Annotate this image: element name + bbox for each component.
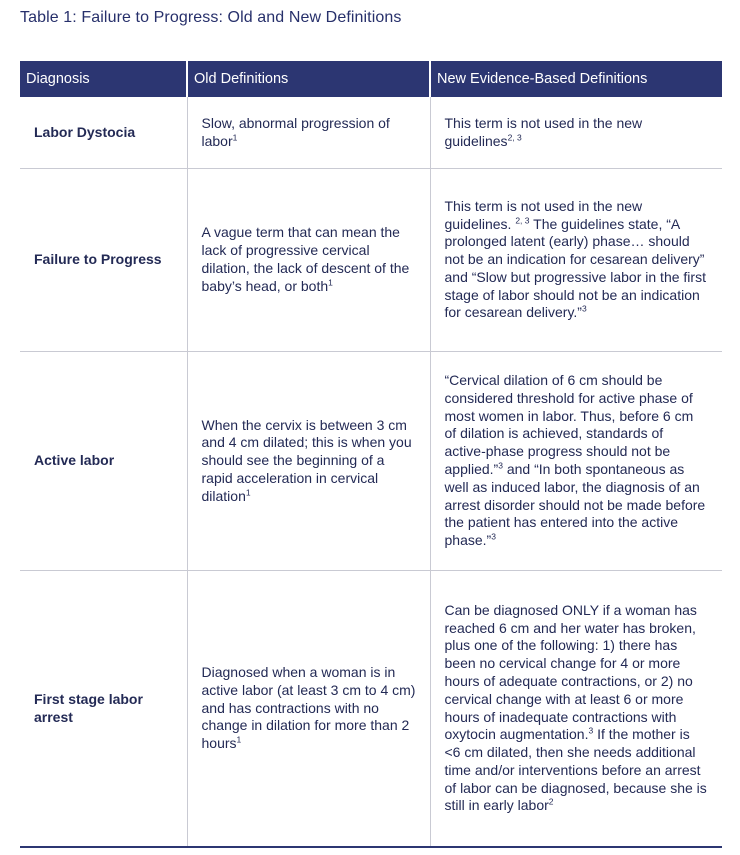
reference-superscript: 2, 3 bbox=[507, 131, 522, 142]
reference-superscript: 3 bbox=[491, 531, 496, 542]
reference-superscript: 2 bbox=[548, 796, 554, 807]
definition-text: When the cervix is between 3 cm and 4 cm dilated; this is when you should see the beginning of a rapid acceleration in cervical dilation bbox=[201, 416, 412, 504]
reference-superscript: 1 bbox=[328, 277, 333, 288]
reference-superscript: 3 bbox=[498, 460, 503, 471]
definition-text: If the mother is <6 cm dilated, then she needs additional time and/or interventions before an arrest of labor can be diagnosed, because she is still in early labor bbox=[444, 726, 707, 814]
reference-superscript: 3 bbox=[581, 303, 587, 314]
header-new-definitions: New Evidence-Based Definitions bbox=[430, 61, 722, 97]
table-header bbox=[20, 61, 722, 97]
old-definition-cell bbox=[187, 571, 430, 848]
new-definition-cell bbox=[430, 352, 722, 571]
old-definition-cell bbox=[187, 169, 430, 352]
diagnosis-cell: Failure to Progress bbox=[20, 169, 187, 352]
definition-text: “Cervical dilation of 6 cm should be considered threshold for active phase of most women in labor. Thus, before 6 cm of dilation is achieved, standards of active-phase progress should not be applied.” bbox=[444, 372, 694, 477]
old-definition-cell bbox=[187, 97, 430, 169]
definition-text: Diagnosed when a woman is in active labor (at least 3 cm to 4 cm) and has contractions with no change in dilation for more than 2 hours bbox=[201, 664, 416, 752]
table-row bbox=[20, 97, 722, 169]
header-old-definitions: Old Definitions bbox=[187, 61, 430, 97]
definition-text: This term is not used in the new guidelines bbox=[444, 114, 643, 149]
reference-superscript: 1 bbox=[232, 131, 238, 142]
new-definition-cell bbox=[430, 169, 722, 352]
diagnosis-cell: Labor Dystocia bbox=[20, 97, 187, 169]
new-definition-cell bbox=[430, 571, 722, 848]
reference-superscript: 1 bbox=[245, 487, 251, 498]
table-row bbox=[20, 169, 722, 352]
definition-text: Can be diagnosed ONLY if a woman has reached 6 cm and her water has broken, plus one of the following: 1) there has been no cervical change for 4 or more hours of adequate contractions, or 2) no cervical change with at least 6 or more hours of inadequate contractions with oxytocin augmentation. bbox=[444, 601, 697, 743]
table-caption: Table 1: Failure to Progress: Old and New Definitions bbox=[20, 9, 402, 26]
diagnosis-cell: First stage labor arrest bbox=[20, 571, 187, 848]
definition-text: and “In both spontaneous as well as induced labor, the diagnosis of an arrest disorder should not be made before the patient has entered into the active phase.” bbox=[444, 461, 706, 549]
definition-text: The guidelines state, “A prolonged latent (early) phase… should not be an indication for cesarean delivery” and “Slow but progressive labor in the first stage of labor should not be an indication for cesarean delivery.” bbox=[444, 215, 706, 321]
definitions-table bbox=[20, 61, 722, 848]
reference-superscript: 1 bbox=[236, 734, 242, 745]
new-definition-cell bbox=[430, 97, 722, 169]
diagnosis-cell: Active labor bbox=[20, 352, 187, 571]
old-definition-cell bbox=[187, 352, 430, 571]
definition-text: This term is not used in the new guidelines. bbox=[444, 197, 643, 232]
definition-text: Slow, abnormal progression of labor bbox=[201, 114, 390, 149]
table-row bbox=[20, 571, 722, 848]
table-row bbox=[20, 352, 722, 571]
reference-superscript: 3 bbox=[588, 725, 594, 736]
header-diagnosis: Diagnosis bbox=[20, 61, 187, 97]
reference-superscript: 2, 3 bbox=[515, 214, 530, 225]
definition-text: A vague term that can mean the lack of progressive cervical dilation, the lack of descent of the baby’s head, or both bbox=[201, 224, 410, 294]
